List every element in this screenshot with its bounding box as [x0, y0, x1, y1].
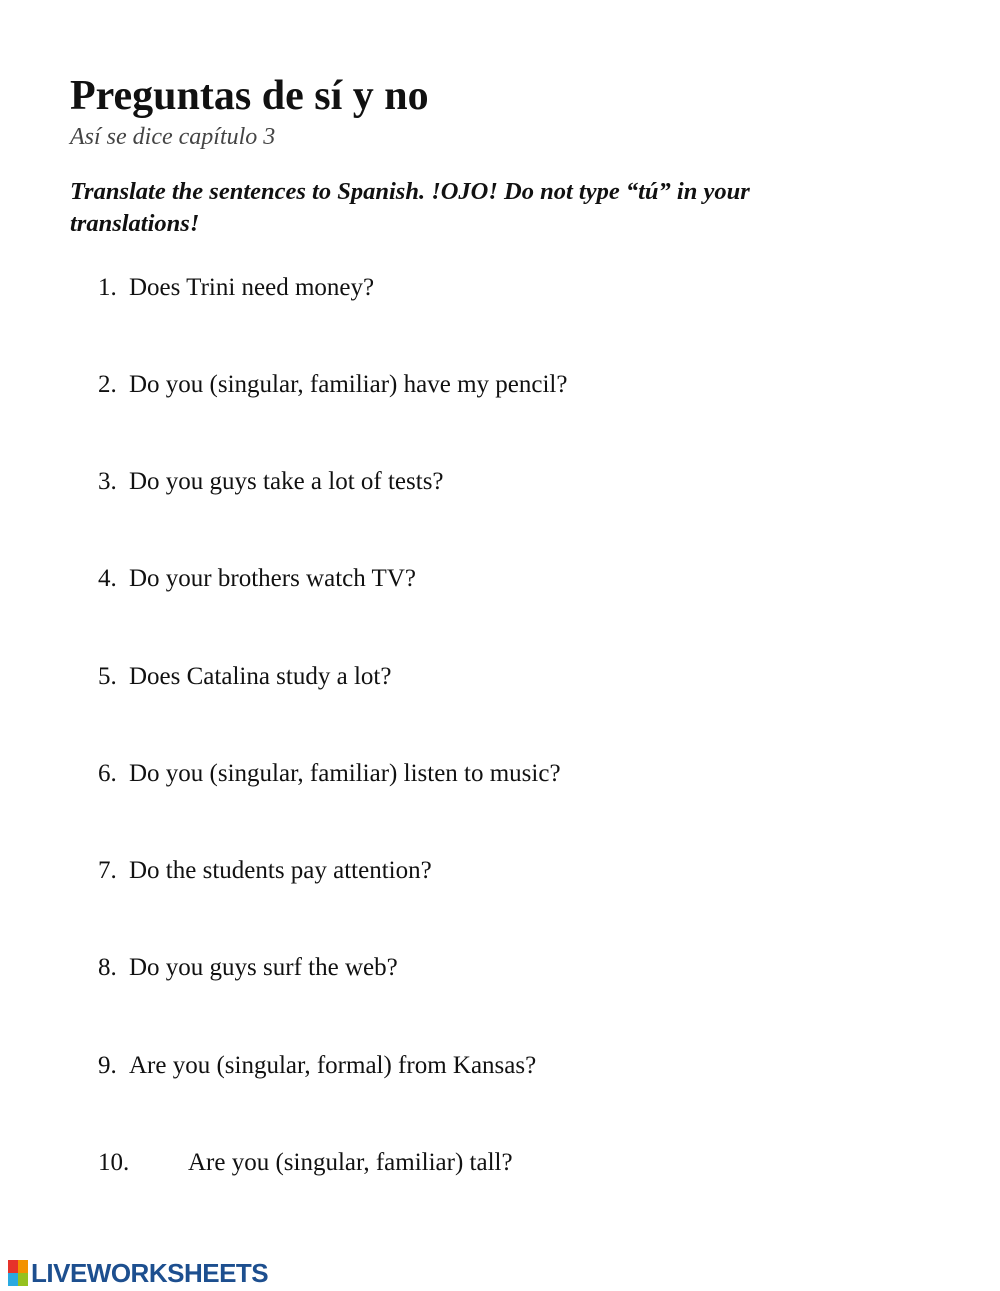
- question-number: 6.: [98, 760, 117, 787]
- liveworksheets-logo[interactable]: [8, 1258, 268, 1288]
- question-text: Are you (singular, familiar) tall?: [188, 1149, 513, 1176]
- question-number: 8.: [98, 954, 117, 981]
- question-number: 4.: [98, 565, 117, 592]
- logo-block-green: [18, 1273, 28, 1286]
- question-number: 5.: [98, 663, 117, 690]
- page-title: Preguntas de sí y no: [70, 73, 429, 119]
- question-text: Does Catalina study a lot?: [129, 663, 392, 690]
- logo-text: LIVEWORKSHEETS: [31, 1258, 269, 1288]
- question-number: 3.: [98, 468, 117, 495]
- question-text: Do you (singular, familiar) listen to music?: [129, 760, 561, 787]
- liveworksheets-logo-icon: [8, 1260, 28, 1286]
- question-number: 7.: [98, 857, 117, 884]
- question-text: Do you guys surf the web?: [129, 954, 398, 981]
- question-number: 9.: [98, 1052, 117, 1079]
- question-text: Do you guys take a lot of tests?: [129, 468, 444, 495]
- logo-block-orange: [18, 1260, 28, 1273]
- question-text: Do your brothers watch TV?: [129, 565, 416, 592]
- question-number: 1.: [98, 274, 117, 301]
- page-subtitle: Así se dice capítulo 3: [70, 124, 276, 150]
- question-text: Do the students pay attention?: [129, 857, 432, 884]
- logo-block-blue: [8, 1273, 18, 1286]
- question-number: 2.: [98, 371, 117, 398]
- question-text: Do you (singular, familiar) have my pencil?: [129, 371, 568, 398]
- logo-block-red: [8, 1260, 18, 1273]
- question-text: Are you (singular, formal) from Kansas?: [129, 1052, 537, 1079]
- question-number: 10.: [98, 1149, 130, 1176]
- question-text: Does Trini need money?: [129, 274, 375, 301]
- instructions: Translate the sentences to Spanish. !OJO! Do not type “tú” in your translations!: [70, 178, 750, 237]
